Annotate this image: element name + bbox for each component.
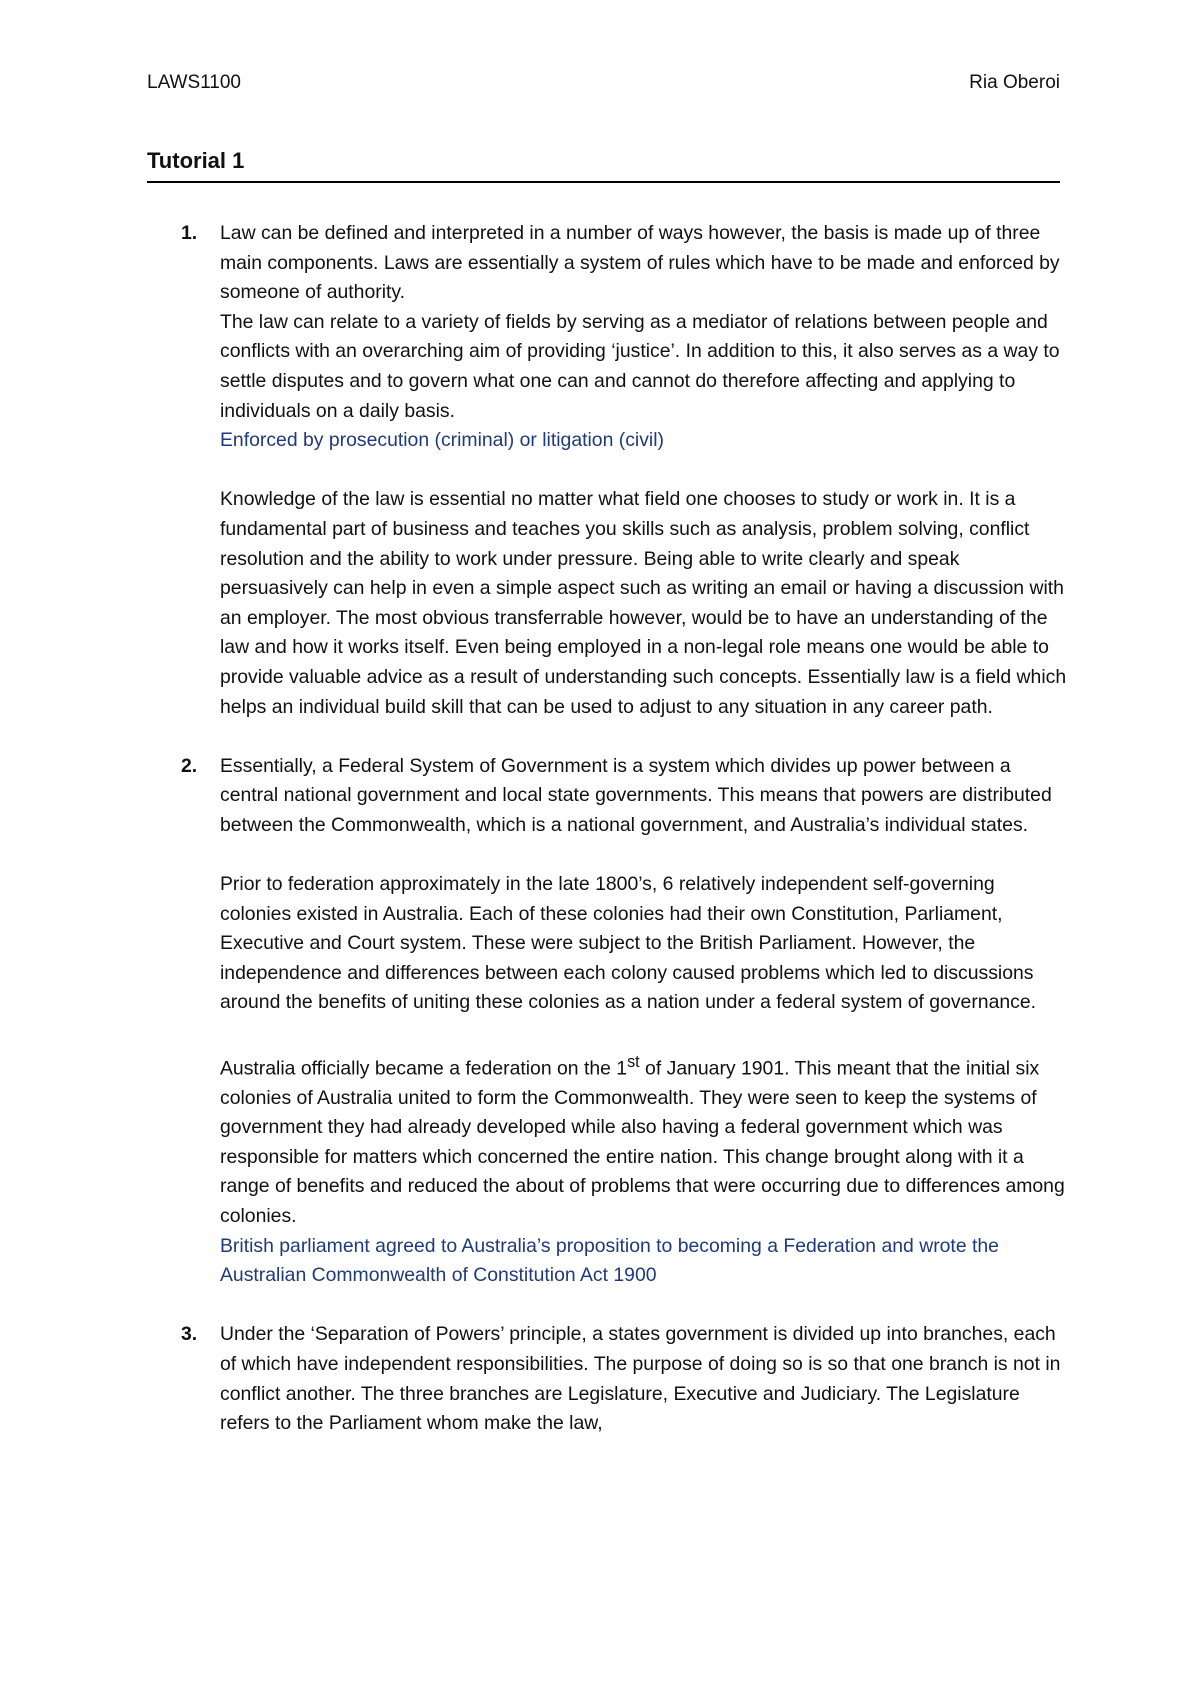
item-number: 2. (181, 754, 198, 777)
list-item-3 (147, 1320, 1067, 1438)
list-item-2 (147, 752, 1067, 1291)
paragraph: Law can be defined and interpreted in a number of ways however, the basis is made up of three main components. Laws are essentially a system of rules which have to be made and enforced by someone of authority. (220, 222, 1060, 304)
author-name: Ria Oberoi (969, 72, 1060, 93)
title-underline (147, 181, 1060, 183)
item-number: 3. (181, 1323, 198, 1346)
page-header (147, 72, 1060, 102)
annotation-note: British parliament agreed to Australia’s proposition to becoming a Federation and wrote the Australian Commonwealth of Constitution Act 1900 (220, 1234, 999, 1287)
item-number: 1. (181, 222, 198, 244)
paragraph (220, 1048, 1067, 1232)
text-run: of January 1901. This meant that the initial six colonies of Australia united to form the Commonwealth. They were seen to keep the systems of government they had already developed while also having a federal government which was responsible for matters which concerned the entire nation. This change brought along with it a range of benefits and reduced the about of problems that were occurring due to differences among colonies. (220, 1057, 1065, 1228)
paragraph: Knowledge of the law is essential no matter what field one chooses to study or work in. It is a fundamental part of business and teaches you skills such as analysis, problem solving, conflict resolution and the ability to work under pressure. Being able to write clearly and speak persuasively can help in even a simple aspect such as writing an email or having a discussion with an employer. The most obvious transferrable however, would be to have an understanding of the law and how it works itself. Even being employed in a non-legal role means one would be able to provide valuable advice as a result of understanding such concepts. Essentially law is a field which helps an individual build skill that can be used to adjust to any situation in any career path. (220, 488, 1067, 718)
course-code: LAWS1100 (147, 72, 241, 93)
paragraph: The law can relate to a variety of fields by serving as a mediator of relations between people and conflicts with an overarching aim of providing ‘justice’. In addition to this, it also serves as a way to settle disputes and to govern what one can and cannot do therefore affecting and applying to individuals on a daily basis. (220, 310, 1060, 422)
paragraph: Under the ‘Separation of Powers’ principle, a states government is divided up into branches, each of which have independent responsibilities. The purpose of doing so is so that one branch is not in conflict another. The three branches are Legislature, Executive and Judiciary. The Legislature refers to the Parliament whom make the law, (220, 1323, 1061, 1435)
paragraph: Prior to federation approximately in the late 1800’s, 6 relatively independent self-governing colonies existed in Australia. Each of these colonies had their own Constitution, Parliament, Executive and Court system. These were subject to the British Parliament. However, the independence and differences between each colony caused problems which led to discussions around the benefits of uniting these colonies as a nation under a federal system of governance. (220, 873, 1037, 1014)
page-title: Tutorial 1 (147, 148, 245, 173)
text-run: Australia officially became a federation on the 1 (220, 1057, 628, 1080)
ordinal-suffix: st (627, 1052, 640, 1071)
annotation-note: Enforced by prosecution (criminal) or litigation (civil) (220, 429, 664, 452)
document-body (147, 219, 1067, 1439)
list-item-1 (147, 219, 1067, 722)
paragraph: Essentially, a Federal System of Government is a system which divides up power between a central national government and local state governments. This means that powers are distributed between the Commonwealth, which is a national government, and Australia’s individual states. (220, 754, 1052, 836)
